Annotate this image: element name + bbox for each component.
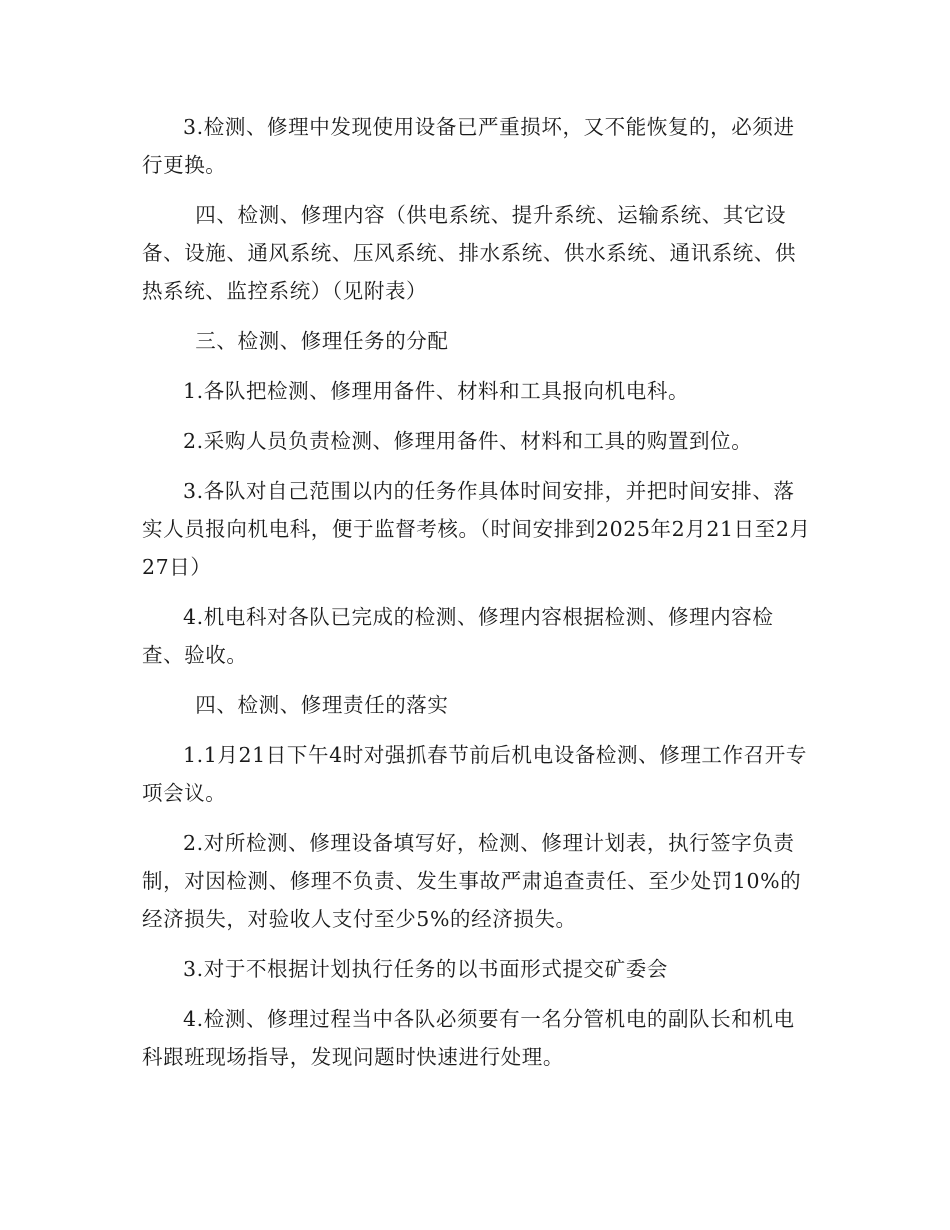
paragraph-item-1-meeting: 1.1月21日下午4时对强抓春节前后机电设备检测、修理工作召开专项会议。 — [142, 743, 807, 805]
paragraph-item-1-report: 1.各队把检测、修理用备件、材料和工具报向机电科。 — [183, 379, 690, 403]
paragraph-item-3-replace: 3.检测、修理中发现使用设备已严重损坏，又不能恢复的，必须进行更换。 — [142, 115, 795, 177]
section-heading-responsibility: 四、检测、修理责任的落实 — [195, 693, 449, 717]
section-heading-inspection-content: 四、检测、修理内容（供电系统、提升系统、运输系统、其它设备、设施、通风系统、压风系统、排水系统、供水系统、通讯系统、供热系统、监控系统）（见附表） — [142, 203, 797, 303]
section-heading-task-allocation: 三、检测、修理任务的分配 — [195, 329, 449, 353]
paragraph-item-2-accountability: 2.对所检测、修理设备填写好，检测、修理计划表，执行签字负责制，对因检测、修理不负责、发生事故严肃追查责任、至少处罚10%的经济损失，对验收人支付至少5%的经济损失。 — [142, 831, 802, 931]
paragraph-item-3-schedule: 3.各队对自己范围以内的任务作具体时间安排，并把时间安排、落实人员报向机电科，便于监督考核。（时间安排到2025年2月21日至2月27日） — [142, 479, 811, 579]
paragraph-item-4-onsite-guidance: 4.检测、修理过程当中各队必须要有一名分管机电的副队长和机电科跟班现场指导，发现问题时快速进行处理。 — [142, 1007, 795, 1069]
paragraph-item-2-procurement: 2.采购人员负责检测、修理用备件、材料和工具的购置到位。 — [183, 429, 753, 453]
document-body — [142, 108, 812, 1088]
paragraph-item-4-acceptance: 4.机电科对各队已完成的检测、修理内容根据检测、修理内容检查、验收。 — [142, 605, 774, 667]
paragraph-item-3-report-committee: 3.对于不根据计划执行任务的以书面形式提交矿委会 — [183, 957, 668, 981]
